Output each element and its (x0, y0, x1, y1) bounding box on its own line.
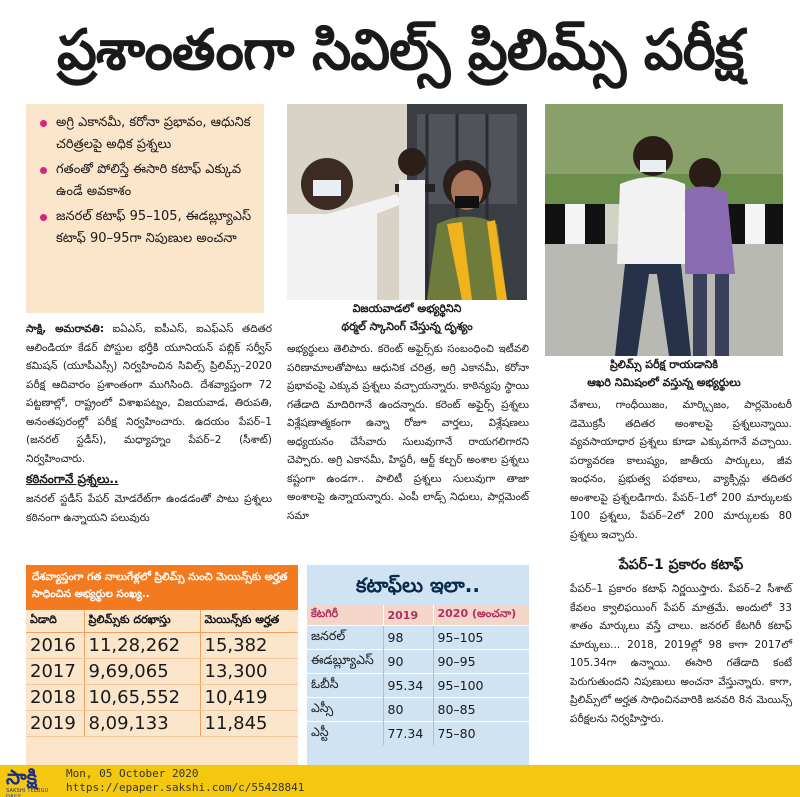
highlight-item (40, 112, 256, 156)
table-row (26, 658, 298, 684)
table-row (26, 710, 298, 736)
table-cell: 2018 (26, 684, 84, 710)
table-row (307, 674, 529, 698)
article-paragraph (26, 320, 272, 468)
table-cell: ఓబీసీ (307, 674, 383, 698)
table-cell: జనరల్ (307, 626, 383, 650)
table-cell: 15,382 (200, 632, 298, 658)
table-cell: 10,419 (200, 684, 298, 710)
column-header: 2019 (383, 605, 433, 626)
table-row (307, 650, 529, 674)
column-header: కేటగిరీ (307, 605, 383, 626)
table-cell: 11,845 (200, 710, 298, 736)
candidates-running-photo (545, 104, 783, 356)
sakshi-logo-icon (6, 766, 64, 796)
highlight-item (40, 159, 256, 203)
table-cell: 9,69,065 (84, 658, 200, 684)
cutoff-table-title: కటాఫ్‌లు ఇలా.. (356, 573, 480, 597)
table-cell: 13,300 (200, 658, 298, 684)
cutoff-table (307, 605, 529, 745)
caption-line: విజయవాడలో అభ్యర్థినిని (352, 302, 462, 315)
headline: ప్రశాంతంగా సివిల్స్ ప్రిలిమ్స్ పరీక్ష (56, 17, 744, 83)
table-cell: 8,09,133 (84, 710, 200, 736)
article-column-3 (570, 396, 792, 544)
photo-caption-2 (545, 356, 783, 392)
table-cell: ఎస్సీ (307, 698, 383, 722)
column-header: 2020 (అంచనా) (433, 605, 529, 626)
thermal-scanning-photo (287, 104, 527, 300)
highlight-text: గతంతో పోలిస్తే ఈసారి కటాఫ్ ఎక్కువ ఉండే అవకాశం (56, 162, 242, 199)
caption-line: ఆఖరి నిమిషంలో వస్తున్న అభ్యర్థులు (587, 376, 741, 389)
column-header: ప్రిలిమ్స్‌కు దరఖాస్తు (84, 610, 200, 632)
highlight-item (40, 206, 256, 250)
article-column-1 (26, 320, 272, 527)
table-cell: ఈడబ్ల్యూఎస్ (307, 650, 383, 674)
table-cell: 90 (383, 650, 433, 674)
column-header: ఏడాది (26, 610, 84, 632)
table-cell: 10,65,552 (84, 684, 200, 710)
table-row (26, 684, 298, 710)
stats-table-box (26, 565, 298, 765)
table-cell: 95–100 (433, 674, 529, 698)
article-paragraph: జనరల్ స్టడీస్ పేపర్ మోడరేట్‌గా ఉండడంతో పాటు ప్రశ్నలు కఠినంగా ఉన్నాయని పలువురు (26, 493, 272, 524)
epaper-link[interactable]: https://epaper.sakshi.com/c/55428841 (66, 781, 305, 794)
photo-caption-1 (287, 300, 527, 336)
highlight-text: జనరల్ కటాఫ్ 95–105, ఈడబ్ల్యూఎస్ కటాఫ్ 90–95గా నిపుణుల అంచనా (56, 209, 252, 246)
table-cell: 95.34 (383, 674, 433, 698)
table-cell: 11,28,262 (84, 632, 200, 658)
footer-bar (0, 765, 800, 797)
table-cell: 77.34 (383, 722, 433, 746)
caption-line: ప్రిలిమ్స్ పరీక్ష రాయడానికి (609, 358, 719, 371)
table-cell: 2019 (26, 710, 84, 736)
table-cell: 80–85 (433, 698, 529, 722)
article-text: ఐఏఎస్, ఐపీఎస్, ఐఎఫ్ఎస్ తదితర ఆలిండియా కేడర్ పోస్టుల భర్తీకి యూనియన్ పబ్లిక్ సర్వీస్ కమిషన్ (యూపీఎస్సీ) నిర్వహించిన సివిల్స్ ప్రిలిమ్స్–2020 పరీక్ష ఆదివారం ప్రశాంతంగా ముగిసింది. దేశవ్యాప్తంగా 72 పట్టణాల్లో, రాష్ట్రంలో విశాఖపట్నం, విజయవాడ, తిరుపతి, అనంతపురంల్లో పరీక్ష నిర్వహించారు. ఉదయం పేపర్–1 (జనరల్ స్టడీస్), మధ్యాహ్నం పేపర్–2 (సీశాట్) నిర్వహించారు. (26, 323, 272, 465)
cutoff-table-box (307, 565, 529, 765)
article-column-2 (287, 340, 529, 525)
stats-table-header: దేశవ్యాప్తంగా గత నాలుగేళ్లలో ప్రిలిమ్స్ నుంచి మెయిన్స్‌కు అర్హత సాధించిన అభ్యర్థుల సంఖ్య.. (26, 565, 298, 610)
table-cell: ఎస్టీ (307, 722, 383, 746)
stats-table (26, 610, 298, 737)
article-column-3-cont (570, 580, 792, 728)
logo-text: సాక్షి (6, 765, 38, 789)
subheading: కఠినంగానే ప్రశ్నలు.. (26, 472, 119, 486)
table-cell: 2017 (26, 658, 84, 684)
highlight-text: అగ్రి ఎకానమీ, కరోనా ప్రభావం, ఆధునిక చరిత్రలపై అధిక ప్రశ్నలు (56, 115, 251, 152)
table-cell: 2016 (26, 632, 84, 658)
highlights-box (26, 104, 264, 313)
edition-date: Mon, 05 October 2020 (66, 767, 199, 780)
table-cell: 80 (383, 698, 433, 722)
dateline: సాక్షి, అమరావతి: (26, 323, 105, 335)
bullet-icon (40, 167, 47, 174)
bullet-icon (40, 120, 47, 127)
article-paragraph: అభ్యర్థులు తెలిపారు. కరెంట్ అఫైర్స్‌కు సంబంధించి ఇటీవలి పరిణామాలతోపాటు ఆధునిక చరిత్ర, అగ్రి ఎకానమీ, కరోనా ప్రభావంపై ఎక్కువ ప్రశ్నలు వచ్చాయన్నారు. కాఠిన్యపు స్థాయి గతేడాది మాదిరిగానే ఉందన్నారు. కరెంట్ అఫైర్స్ ప్రశ్నలు విశ్లేషణాత్మకంగా ఉన్నా రోజూ వార్తలు, విశ్లేషణలు అధ్యయనం చేసేవారు సులువుగానే రాయగలిగారని చెప్పారు. అగ్రి ఎకానమీ, హిస్టరీ, ఆర్ట్ కల్చర్ అంశాల ప్రశ్నలు కష్టంగా ఉండగా.. పాలిటీ ప్రశ్నలు సులువుగా తాజా అంశాలపై ఉన్నాయన్నారు. ఎంపీ లాడ్స్ నిధులు, పార్లమెంట్ సమా (287, 343, 529, 522)
table-row (307, 626, 529, 650)
subheading: పేపర్–1 ప్రకారం కటాఫ్ (618, 557, 744, 573)
column-header: మెయిన్స్‌కు అర్హత (200, 610, 298, 632)
table-cell: 98 (383, 626, 433, 650)
caption-line: థర్మల్ స్కానింగ్ చేస్తున్న దృశ్యం (341, 320, 473, 333)
bullet-icon (40, 214, 47, 221)
table-row (26, 632, 298, 658)
logo-tagline: SAKSHI TELUGU DAILY (6, 788, 49, 797)
article-paragraph: వేశాలు, గాంధీయిజం, మార్క్సిజం, పార్లమెంటరీ డెమొక్రసీ తదితర అంశాలపై ప్రశ్నలున్నాయి. వ్యవసాయాధార ప్రశ్నలు కూడా ఎక్కువగానే వచ్చాయి. పర్యావరణ కాలుష్యం, జాతీయ పార్కులు, జీవ ఇంధనం, ప్రభుత్వ పథకాలు, వ్యాక్సిన్లు తదితర అంశాలపై ప్రశ్నలడిగారు. పేపర్–1లో 200 మార్కులకు 100 ప్రశ్నలు, పేపర్–2లో 200 మార్కులకు 80 ప్రశ్నలు ఇచ్చారు. (570, 399, 792, 541)
table-row (307, 698, 529, 722)
article-paragraph: పేపర్–1 ప్రకారం కటాఫ్ నిర్ణయిస్తారు. పేపర్–2 సీశాట్ కేవలం క్వాలిఫయింగ్ పేపర్ మాత్రమే. అందులో 33 శాతం మార్కులు వస్తే చాలు. జనరల్ కేటగిరీ కటాఫ్ మార్కులు... 2018, 2019ల్లో 98 కాగా 2017లో 105.34గా ఉన్నాయి. ఈసారి గతేడాది కంటే పెరుగుతుందని నిపుణులు అంచనా వేస్తున్నారు. కాగా, ప్రిలిమ్స్‌లో అర్హత సాధించినవారికి జనవరి 8న మెయిన్స్ పరీక్షలను నిర్వహిస్తారు. (570, 583, 792, 725)
table-cell: 95–105 (433, 626, 529, 650)
table-cell: 75–80 (433, 722, 529, 746)
table-row (307, 722, 529, 746)
table-cell: 90–95 (433, 650, 529, 674)
